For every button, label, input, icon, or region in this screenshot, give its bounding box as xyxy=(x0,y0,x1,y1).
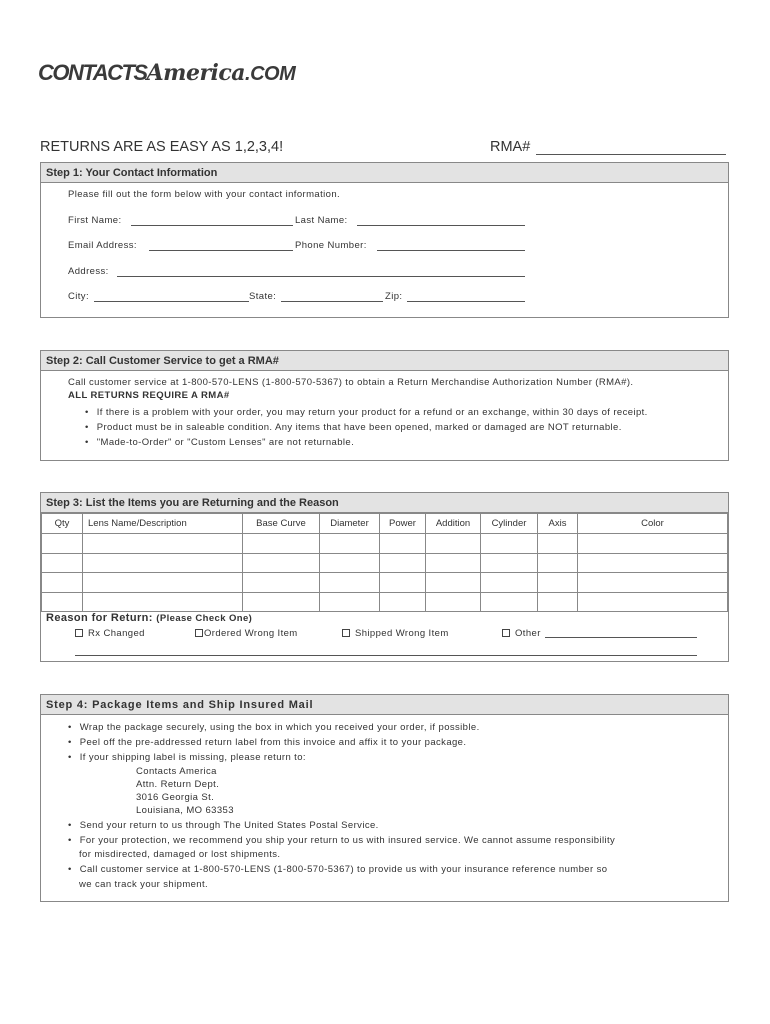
city-field[interactable] xyxy=(94,301,249,302)
address-field[interactable] xyxy=(117,276,525,277)
company-logo xyxy=(38,60,295,88)
returns-table xyxy=(41,513,728,612)
option-other[interactable] xyxy=(502,628,541,639)
step3-title: Step 3: List the Items you are Returning and the Reason xyxy=(41,493,728,513)
option-shipped-wrong[interactable] xyxy=(342,628,449,639)
column-header: Base Curve xyxy=(243,514,320,534)
step4-bullet: • Peel off the pre-addressed return label from this invoice and affix it to your package. xyxy=(68,737,466,748)
column-header: Diameter xyxy=(320,514,380,534)
column-header: Axis xyxy=(538,514,578,534)
logo-contacts: CONTACTS xyxy=(38,60,147,85)
email-field[interactable] xyxy=(149,250,293,251)
reason-details-field[interactable] xyxy=(75,655,697,656)
table-row[interactable] xyxy=(42,534,728,554)
checkbox[interactable] xyxy=(195,629,203,637)
step3-section xyxy=(40,492,729,662)
step4-title: Step 4: Package Items and Ship Insured Mail xyxy=(41,695,728,715)
step1-instructions: Please fill out the form below with your contact information. xyxy=(68,189,341,200)
rma-input-line[interactable] xyxy=(536,141,726,155)
option-label: Other xyxy=(515,628,541,639)
rma-field[interactable] xyxy=(490,139,726,155)
column-header: Cylinder xyxy=(481,514,538,534)
checkbox[interactable] xyxy=(342,629,350,637)
table-row[interactable] xyxy=(42,573,728,593)
phone-label: Phone Number: xyxy=(295,240,367,251)
step1-title: Step 1: Your Contact Information xyxy=(41,163,728,183)
step4-bullet: • Send your return to us through The United States Postal Service. xyxy=(68,820,379,831)
option-label: Ordered Wrong Item xyxy=(204,628,298,639)
step2-bullet: • Product must be in saleable condition. Any items that have been opened, marked or damaged are NOT returnable. xyxy=(85,422,622,433)
page-title: RETURNS ARE AS EASY AS 1,2,3,4! xyxy=(40,139,284,155)
return-address-line: Attn. Return Dept. xyxy=(136,779,220,790)
phone-field[interactable] xyxy=(377,250,525,251)
address-label: Address: xyxy=(68,266,109,277)
step2-call-text: Call customer service at 1-800-570-LENS (1-800-570-5367) to obtain a Return Merchandise Authorization Number (RMA#). xyxy=(68,377,634,388)
option-ordered-wrong[interactable] xyxy=(195,628,298,639)
table-row[interactable] xyxy=(42,592,728,612)
option-rx-changed[interactable] xyxy=(75,628,145,639)
column-header: Power xyxy=(380,514,426,534)
column-header: Addition xyxy=(426,514,481,534)
return-address-line: Contacts America xyxy=(136,766,217,777)
email-label: Email Address: xyxy=(68,240,137,251)
column-header: Lens Name/Description xyxy=(83,514,243,534)
checkbox[interactable] xyxy=(75,629,83,637)
logo-com: .COM xyxy=(245,63,296,85)
return-address-line: Louisiana, MO 63353 xyxy=(136,805,234,816)
step4-bullet: • For your protection, we recommend you ship your return to us with insured service. We cannot assume responsibility xyxy=(68,835,615,846)
zip-field[interactable] xyxy=(407,301,525,302)
step1-section xyxy=(40,162,729,318)
return-address-line: 3016 Georgia St. xyxy=(136,792,215,803)
other-reason-field[interactable] xyxy=(545,637,697,638)
first-name-field[interactable] xyxy=(131,225,293,226)
checkbox[interactable] xyxy=(502,629,510,637)
state-label: State: xyxy=(249,291,277,302)
reason-hint: (Please Check One) xyxy=(156,613,253,624)
option-label: Shipped Wrong Item xyxy=(355,628,449,639)
step4-section xyxy=(40,694,729,902)
column-header: Color xyxy=(578,514,728,534)
logo-america: America xyxy=(146,60,246,86)
step4-bullet-cont: we can track your shipment. xyxy=(79,879,209,890)
step4-bullet-cont: for misdirected, damaged or lost shipments. xyxy=(79,849,281,860)
state-field[interactable] xyxy=(281,301,383,302)
table-row[interactable] xyxy=(42,553,728,573)
option-label: Rx Changed xyxy=(88,628,145,639)
first-name-label: First Name: xyxy=(68,215,122,226)
last-name-field[interactable] xyxy=(357,225,525,226)
step4-bullet: • Wrap the package securely, using the box in which you received your order, if possible. xyxy=(68,722,480,733)
step4-bullet: • If your shipping label is missing, please return to: xyxy=(68,752,306,763)
city-label: City: xyxy=(68,291,89,302)
zip-label: Zip: xyxy=(385,291,403,302)
step2-rma-required: ALL RETURNS REQUIRE A RMA# xyxy=(68,390,230,401)
rma-label: RMA# xyxy=(490,139,531,155)
reason-label: Reason for Return: xyxy=(46,612,153,624)
step2-bullet: • If there is a problem with your order, you may return your product for a refund or an exchange, within 30 days of receipt. xyxy=(85,407,648,418)
step2-bullet: • "Made-to-Order" or "Custom Lenses" are not returnable. xyxy=(85,437,354,448)
column-header: Qty xyxy=(42,514,83,534)
step4-bullet: • Call customer service at 1-800-570-LENS (1-800-570-5367) to provide us with your insurance reference number so xyxy=(68,864,607,875)
reason-heading xyxy=(46,612,252,624)
step2-section xyxy=(40,350,729,461)
step2-title: Step 2: Call Customer Service to get a RMA# xyxy=(41,351,728,371)
last-name-label: Last Name: xyxy=(295,215,348,226)
table-header-row xyxy=(42,514,728,534)
